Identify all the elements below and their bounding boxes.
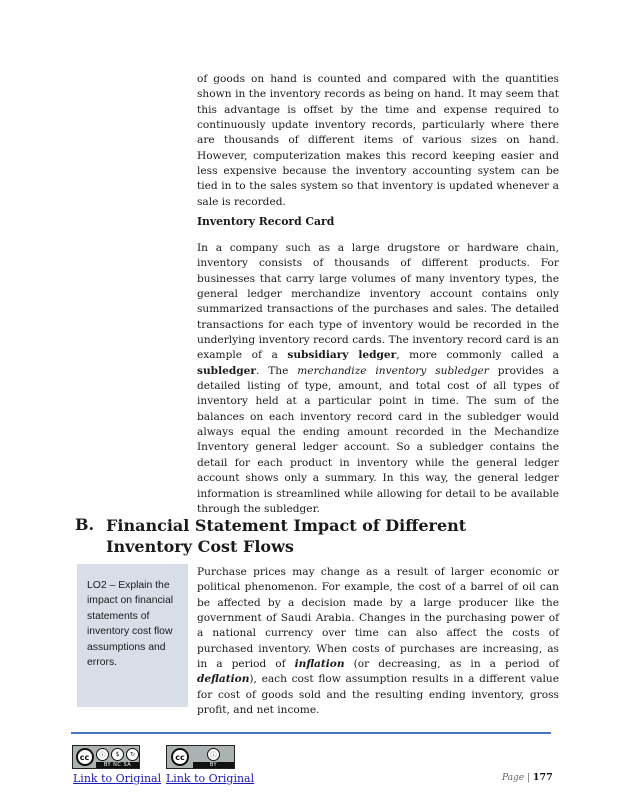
- page-label: Page: [502, 773, 525, 783]
- cc-by-nc-sa-badge[interactable]: [72, 745, 140, 769]
- text-run: Purchase prices may change as a result of larger economic or political phenomenon. For example, the cost of a barrel of oil can be affected by a decision made by a large producer like the government of Saudi Arabia. Changes in the purchasing power of a national currency over time can also affect the costs of purchased inventory. When costs of purchases are increasing, as in a period of: [197, 566, 559, 671]
- learning-objective-box: LO2 – Explain the impact on financial statements of inventory cost flow assumptions and errors.: [77, 564, 188, 707]
- term-inflation: inflation: [294, 658, 345, 671]
- term-subsidiary-ledger: subsidiary ledger: [287, 349, 397, 362]
- text-run: ), each cost flow assumption results in a different value for cost of goods sold and the resulting ending inventory, gross profit, and net income.: [197, 673, 559, 717]
- sharealike-icon: ↻: [126, 748, 139, 761]
- text-run: . The: [255, 364, 298, 377]
- paragraph-inventory-record-card: [197, 241, 559, 517]
- footer-divider: [71, 732, 551, 734]
- license-tag: BY NC SA: [96, 762, 139, 768]
- cc-icon: cc: [76, 748, 94, 766]
- text-run: (or decreasing, as in a period of: [344, 658, 559, 671]
- section-letter: B.: [75, 515, 95, 534]
- link-to-original-2[interactable]: Link to Original: [166, 772, 255, 785]
- paragraph-continued: of goods on hand is counted and compared with the quantities shown in the inventory records as being on hand. It may seem that this advantage is offset by the time and expense required to continuously update inventory records, particularly where there are thousands of different items of various sizes on hand. However, computerization makes this record keeping easier and less expensive because the inventory accounting system can be tied in to the sales system so that inventory is updated whenever a sale is recorded.: [197, 73, 559, 208]
- term-subledger: subledger: [197, 364, 256, 377]
- subheading-inventory-record-card: Inventory Record Card: [197, 215, 335, 228]
- link-to-original-1[interactable]: Link to Original: [73, 772, 162, 785]
- term-merchandize-inventory-subledger: merchandize inventory subledger: [297, 364, 489, 377]
- text-run: provides a detailed listing of type, amount, and total cost of all types of inventory held at a particular point in time. The sum of the balances on each inventory record card in the subledger would always equal the ending amount recorded in the Mechandize Inventory general ledger account. So a subledger contains the detail for each product in inventory while the general ledger account shows only a summary. In this way, the general ledger information is streamlined while allowing for detail to be available through the subledger.: [197, 364, 559, 515]
- noncommercial-icon: $: [111, 748, 124, 761]
- text-run: , more commonly called a: [396, 349, 560, 362]
- page-number-value: 177: [532, 772, 553, 783]
- attribution-icon: ⓘ: [207, 748, 220, 761]
- section-title: Financial Statement Impact of Different Inventory Cost Flows: [106, 516, 467, 556]
- cc-icon: cc: [171, 748, 189, 766]
- attribution-icon: ⓘ: [96, 748, 109, 761]
- term-deflation: deflation: [197, 673, 250, 686]
- text-run: In a company such as a large drugstore or hardware chain, inventory consists of thousands of different products. For businesses that carry large volumes of many inventory types, the general ledger merchandize inventory account contains only summarized transactions of the purchases and sales. The detailed transactions for each type of inventory would be recorded in the underlying inventory record cards. The inventory record card is an example of a: [197, 242, 559, 362]
- license-tag: BY: [193, 762, 234, 768]
- page-number: [502, 772, 553, 783]
- paragraph-cost-flows: [197, 565, 559, 718]
- page-separator: |: [524, 773, 533, 783]
- cc-by-badge[interactable]: [166, 745, 235, 769]
